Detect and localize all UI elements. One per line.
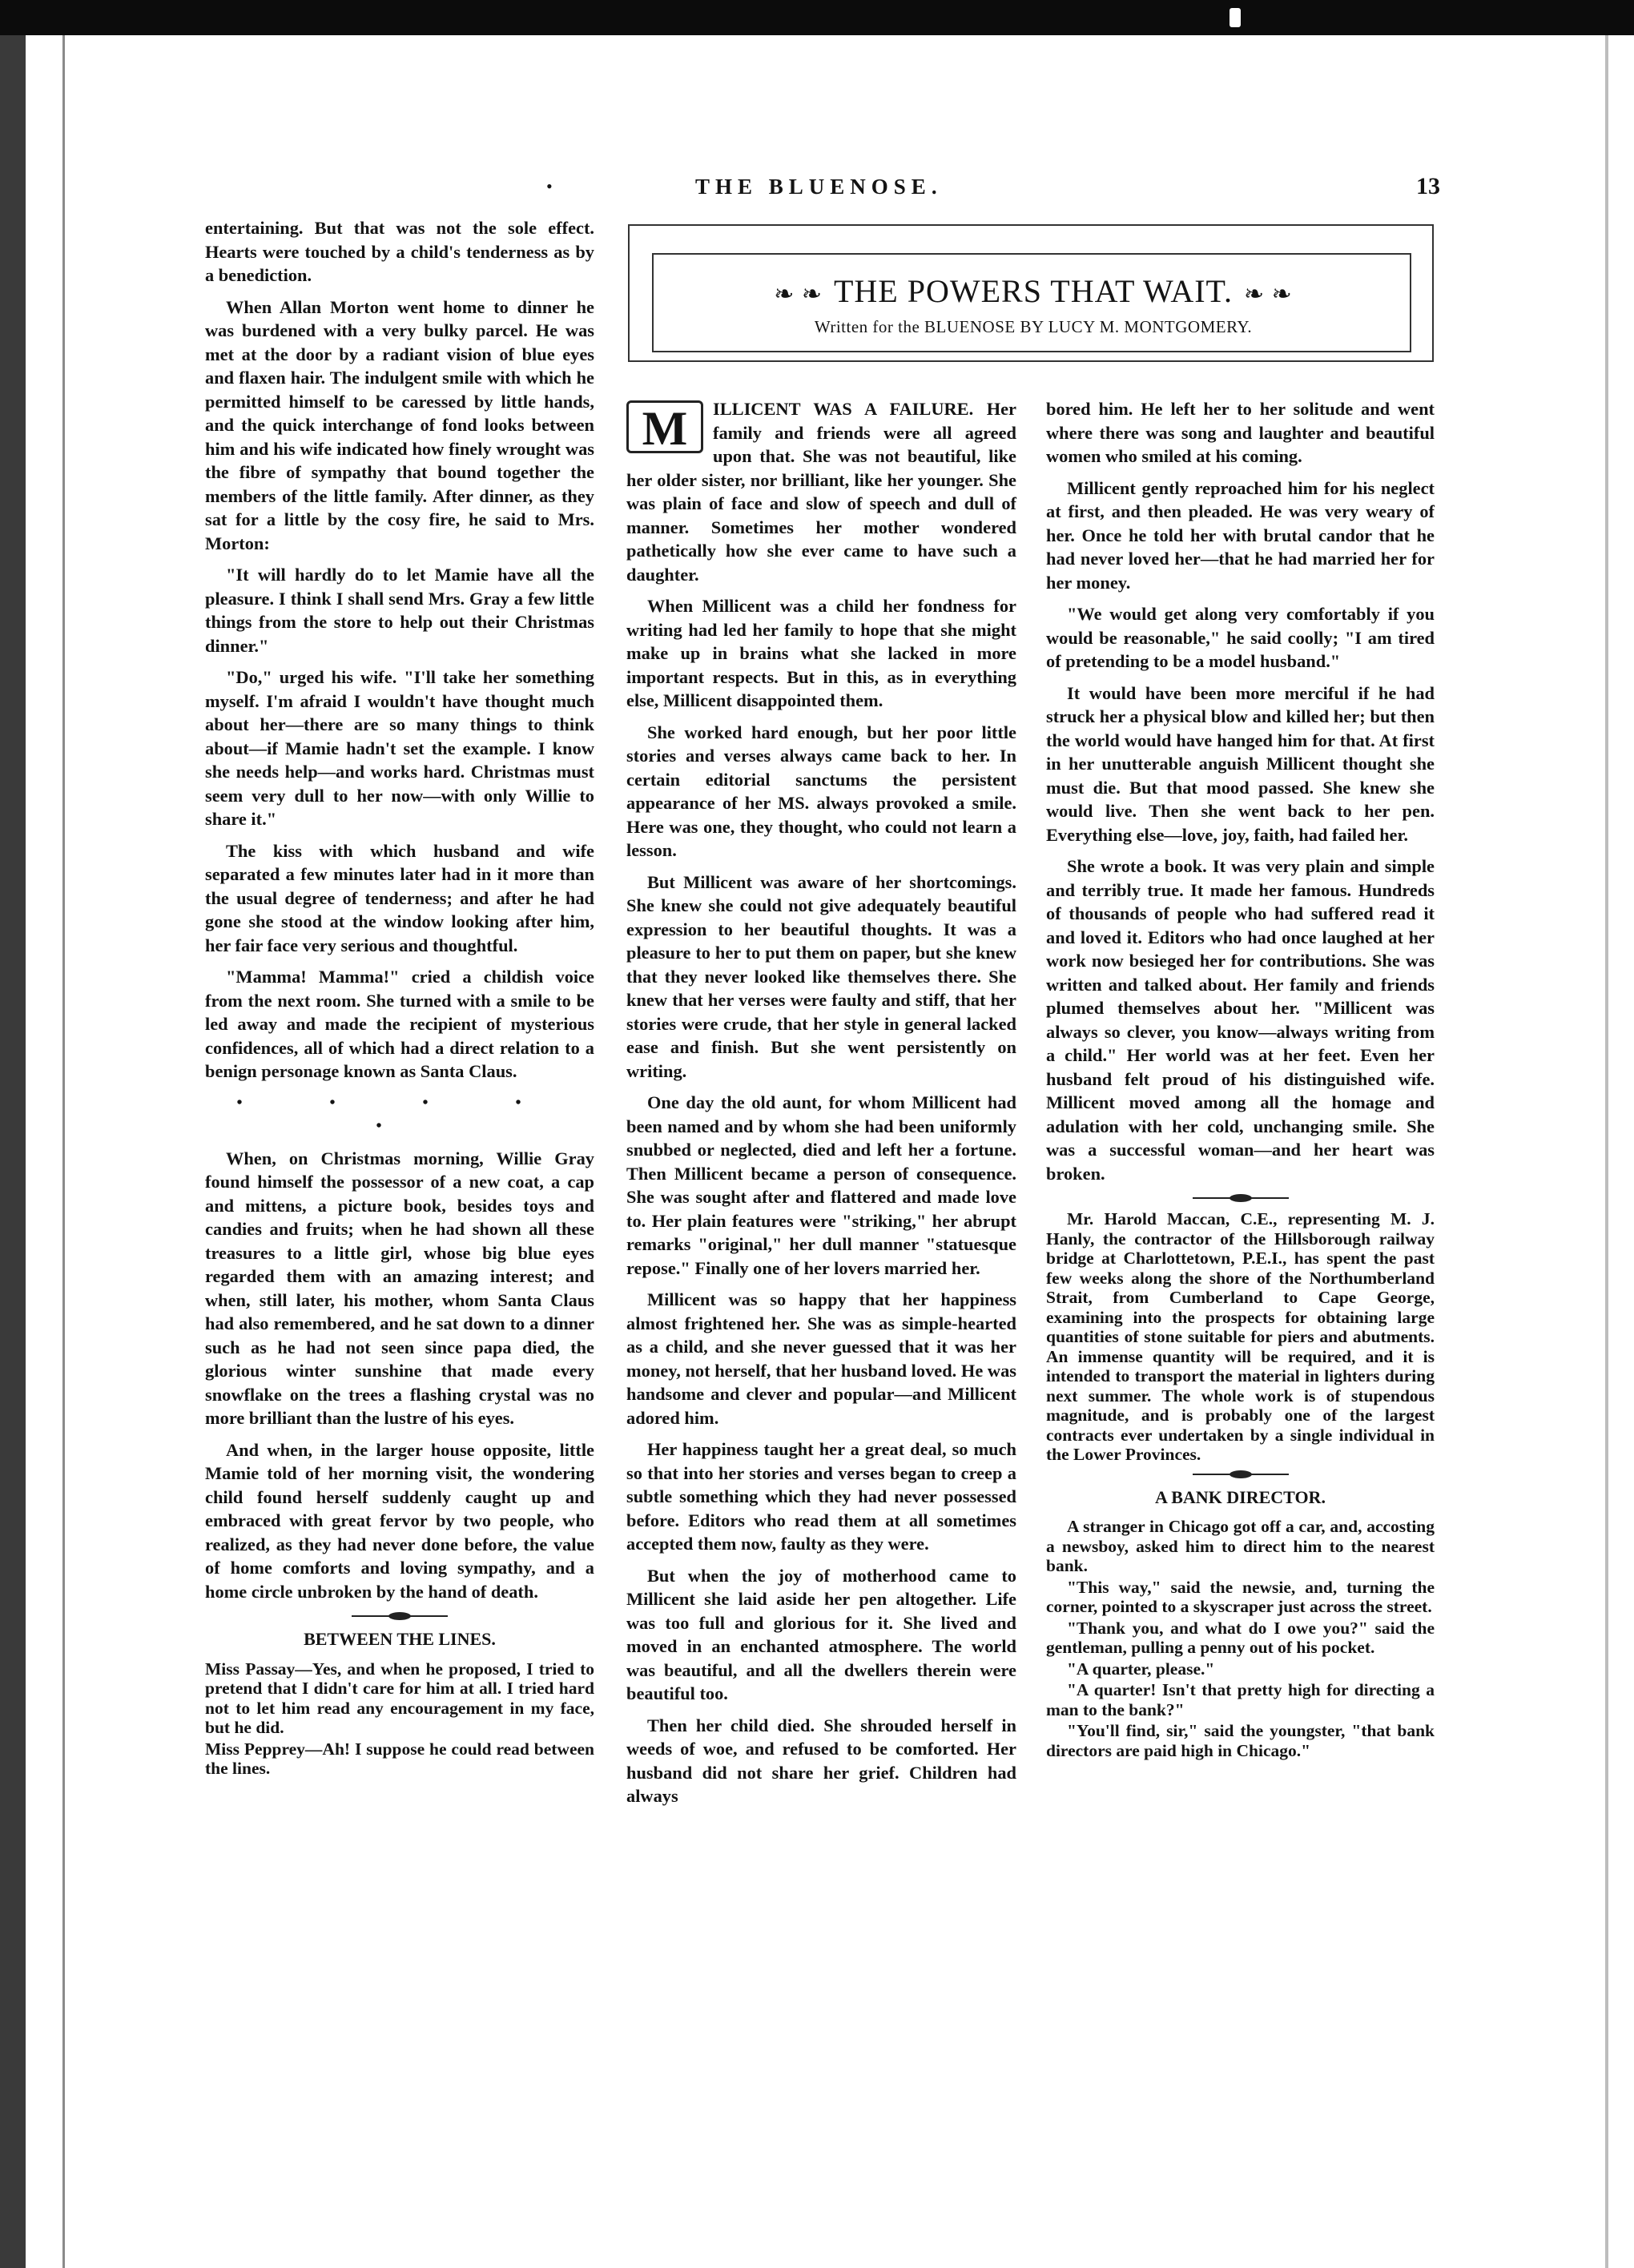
story-title [654, 272, 1413, 310]
paragraph: Millicent gently reproached him for his neglect at first, and then pleaded. He was very weary of her. Once he told her with brutal candor that he had never loved her—that he had married her for her money. [1046, 477, 1435, 593]
joke-line: "A quarter, please." [1067, 1659, 1215, 1679]
scan-artifact [1230, 8, 1241, 27]
column-2 [626, 397, 1016, 1816]
paragraph: The kiss with which husband and wife separated a few minutes later had in it more than the usual degree of tenderness; and after he had gone she stood at the window looking after him, her fair face very serious and thoughtful. [205, 840, 594, 955]
paragraph: bored him. He left her to her solitude and went where there was song and laughter and beautiful women who smiled at his coming. [1046, 399, 1435, 466]
joke-line: Miss Pepprey—Ah! I suppose he could read between the lines. [205, 1739, 594, 1778]
paragraph: Then her child died. She shrouded herself in weeds of woe, and refused to be comforted. Her husband did not share her grief. Children had always [626, 1715, 1016, 1806]
news-paragraph: Mr. Harold Maccan, C.E., representing M. J. Hanly, the contractor of the Hillsborough railway bridge at Charlottetown, P.E.I., has spent the past few weeks along the shore of the Northumberland Strait, from Cumberland to Cape George, examining into the prospects for obtaining large quantities of stone suitable for piers and abutments. An immense quantity will be required, and it is intended to transport the material in lighters during next summer. The whole work is of stupendous magnitude, and is probably one of the largest contracts ever undertaken by a single individual in the Lower Provinces. [1046, 1209, 1435, 1464]
joke-line: A stranger in Chicago got off a car, and, accosting a newsboy, asked him to direct him to the nearest bank. [1046, 1517, 1435, 1575]
fleuron-icon: ❧ ❧ [1244, 281, 1293, 308]
column-1 [205, 216, 594, 1780]
story-byline: Written for the BLUENOSE BY LUCY M. MONTGOMERY. [814, 317, 1253, 336]
ornamental-rule [352, 1611, 448, 1621]
fleuron-icon: ❧ ❧ [774, 281, 823, 308]
section-break-stars: • • • • • [236, 1093, 563, 1135]
opening-text: ILLICENT WAS A FAILURE. Her family and friends were all agreed upon that. She was not beautiful, like her older sister, nor brilliant, like her younger. She was plain of face and slow of speech and dull of manner. Sometimes her mother wondered pathetically how she ever came to have such a daughter. [626, 399, 1016, 585]
paragraph: She worked hard enough, but her poor little stories and verses always came back to her. In certain editorial sanctums the persistent appearance of her MS. always provoked a smile. Here was one, they thought, who could not learn a lesson. [626, 722, 1016, 860]
paragraph: entertaining. But that was not the sole effect. Hearts were touched by a child's tenderness as by a benediction. [205, 218, 594, 285]
joke-line: "This way," said the newsie, and, turning the corner, pointed to a skyscraper just across the street. [1046, 1577, 1435, 1616]
scan-top-border [0, 0, 1634, 35]
paragraph: And when, in the larger house opposite, little Mamie told of her morning visit, the wondering child found herself suddenly caught up and embraced with great fervor by two people, who realized, as they had never done before, the value of home comforts and loving sympathy, and a home circle unbroken by the hand of death. [205, 1439, 594, 1602]
section-heading: A BANK DIRECTOR. [1155, 1486, 1326, 1507]
paragraph: When Allan Morton went home to dinner he was burdened with a very bulky parcel. He was met at the door by a radiant vision of blue eyes and flaxen hair. The indulgent smile with which he permitted himself to be caressed by little hands, and the quick interchange of fond looks between him and his wife indicated how finely wrought was the fibre of sympathy that bound together the members of the little family. After dinner, as they sat for a little by the cosy fire, he said to Mrs. Morton: [205, 296, 594, 553]
joke-block [205, 1659, 594, 1779]
paragraph: "It will hardly do to let Mamie have all the pleasure. I think I shall send Mrs. Gray a few little things from the store to help out their Christmas dinner." [205, 565, 594, 656]
joke-line: "You'll find, sir," said the youngster, "that bank directors are paid high in Chicago." [1046, 1721, 1435, 1760]
ornamental-rule [1193, 1193, 1289, 1203]
page-edge-line-right [1605, 35, 1608, 2268]
paragraph: "We would get along very comfortably if you would be reasonable," he said coolly; "I am tired of pretending to be a model husband." [1046, 604, 1435, 671]
story-title-text: THE POWERS THAT WAIT. [833, 273, 1234, 309]
joke-line: "Thank you, and what do I owe you?" said the gentleman, pulling a penny out of his pocket. [1046, 1618, 1435, 1657]
header-dot: • [546, 176, 553, 196]
page-header [0, 175, 1634, 207]
opening-paragraph [626, 397, 1016, 586]
drop-cap: M [626, 400, 703, 453]
page-number: 13 [1416, 173, 1440, 199]
paragraph: But Millicent was aware of her shortcomings. She knew she could not give adequately beautiful expression to her beautiful thoughts. It was a pleasure to her to put them on paper, but she knew that they never looked like themselves there. She knew that her verses were faulty and stiff, that her stories were crude, that her style in general lacked ease and finish. But she went persistently on writing. [626, 871, 1016, 1081]
paragraph: One day the old aunt, for whom Millicent had been named and by whom she had been uniformly snubbed or neglected, died and left her a fortune. Then Millicent became a person of consequence. She was sought after and flattered and made love to. Her plain features were "striking," her abrupt remarks "original," her dull manner "statuesque repose." Finally one of her lovers married her. [626, 1092, 1016, 1278]
paragraph: "Mamma! Mamma!" cried a childish voice from the next room. She turned with a smile to be led away and made the recipient of mysterious confidences, all of which had a direct relation to a benign personage known as Santa Claus. [205, 967, 594, 1081]
column-3 [1046, 397, 1435, 1762]
paragraph: It would have been more merciful if he had struck her a physical blow and killed her; but then the world would have hanged him for that. At first in her unutterable anguish Millicent thought she must die. But that mood passed. She knew she would live. Then she went back to her pen. Everything else—love, joy, faith, had failed her. [1046, 682, 1435, 845]
page-edge-line [62, 35, 65, 2268]
news-item [1046, 1209, 1435, 1465]
paragraph: When, on Christmas morning, Willie Gray found himself the possessor of a new coat, a cap and mittens, a picture book, besides toys and candies and fruits; when he had shown all these treasures to a little girl, whose big blue eyes regarded them with an amazing interest; and when, still later, his mother, whom Santa Claus had also remembered, and he sat down to a dinner such as he had not seen since papa died, the glorious winter sunshine that made every snowflake on the trees a flashing crystal was no more brilliant than the lustre of his eyes. [205, 1148, 594, 1428]
paragraph: She wrote a book. It was very plain and simple and terribly true. It made her famous. Hundreds of thousands of people who had suffered read it and loved it. Editors who had once laughed at her work now besieged her for contributions. She was written and talked about. Her family and friends plumed themselves about her. "Millicent was always so clever, you know—always writing from a child." Her world was at her feet. Even her husband felt proud of his distinguished wife. Millicent moved among all the homage and adulation with her cold, unchanging smile. She was a successful woman—and her heart was broken. [1046, 856, 1435, 1184]
paragraph: Her happiness taught her a great deal, so much so that into her stories and verses began to creep a subtle something which they had never possessed before. Editors who read them at all sometimes accepted them now, faulty as they were. [626, 1439, 1016, 1554]
joke-line: Miss Passay—Yes, and when he proposed, I tried to pretend that I didn't care for him at all. I tried hard not to let him read any encouragement in my face, but he did. [205, 1659, 594, 1737]
section-heading: BETWEEN THE LINES. [304, 1629, 496, 1649]
joke-line: "A quarter! Isn't that pretty high for directing a man to the bank?" [1046, 1680, 1435, 1719]
joke-block [1046, 1517, 1435, 1760]
paragraph: "Do," urged his wife. "I'll take her something myself. I'm afraid I wouldn't have thought much about her—there are so many things to think about—if Mamie hadn't set the example. I know she needs help—and works hard. Christmas must seem very dull to her now—with only Willie to share it." [205, 667, 594, 829]
paragraph: Millicent was so happy that her happiness almost frightened her. She was as simple-hearted as a child, and she never guessed that it was her money, not herself, that her husband loved. He was handsome and clever and popular—and Millicent adored him. [626, 1289, 1016, 1428]
story-banner [652, 253, 1411, 352]
ornamental-rule [1193, 1470, 1289, 1479]
scan-left-border [0, 35, 26, 2268]
paragraph: When Millicent was a child her fondness for writing had led her family to hope that she might make up in brains what she lacked in more important respects. But in this, as in everything else, Millicent disappointed them. [626, 596, 1016, 710]
masthead: THE BLUENOSE. [695, 175, 943, 199]
paragraph: But when the joy of motherhood came to Millicent she laid aside her pen altogether. Life was too full and glorious for it. She lived and moved in an enchanted atmosphere. The world was beautiful, and all the dwellers therein were beautiful too. [626, 1565, 1016, 1703]
